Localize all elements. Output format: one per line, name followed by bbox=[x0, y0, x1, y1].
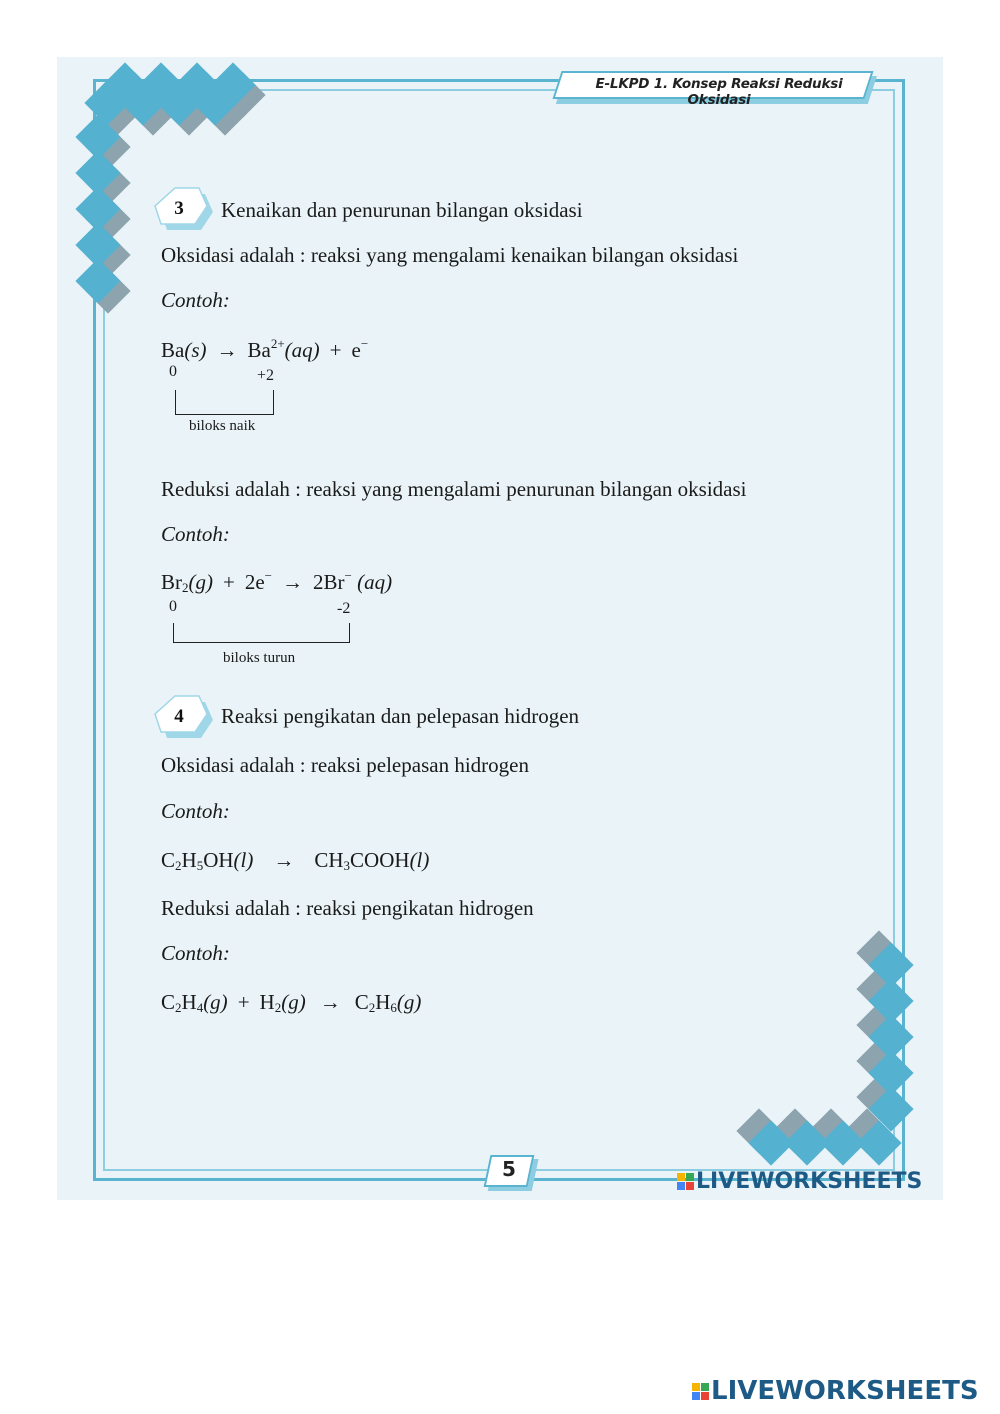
oxidation-bracket bbox=[175, 390, 274, 415]
oxidation-number-end: -2 bbox=[337, 600, 351, 617]
header-title: E-LKPD 1. Konsep Reaksi Reduksi Oksidasi bbox=[595, 76, 843, 108]
page-number: 5 bbox=[502, 1157, 516, 1181]
reaction-barium: $Ba(s) \to Ba^{2+}(aq) + e^-$ bbox=[161, 336, 369, 362]
watermark-text: LIVEWORKSHEETS bbox=[696, 1169, 923, 1194]
section-3-badge bbox=[157, 188, 201, 230]
oxidation-number-start: 0 bbox=[169, 363, 177, 380]
watermark-text: LIVEWORKSHEETS bbox=[711, 1376, 979, 1406]
reaction-bromine: $Br_2(g) + 2e^- \to 2Br^-$ (aq) bbox=[161, 568, 393, 595]
section-4-badge bbox=[157, 696, 201, 738]
logo-blocks-icon bbox=[677, 1173, 694, 1190]
example-label: Contoh: bbox=[161, 288, 230, 312]
liveworksheets-logo-inner bbox=[677, 1169, 922, 1194]
bracket-label: biloks turun bbox=[223, 650, 296, 666]
section-4-number: 4 bbox=[174, 706, 184, 727]
worksheet-page bbox=[57, 57, 943, 1200]
reduction-bracket bbox=[173, 623, 350, 643]
section-4-title: Reaksi pengikatan dan pelepasan hidrogen bbox=[221, 704, 580, 728]
example-label: Contoh: bbox=[161, 799, 230, 823]
reaction-ethanol: $C_2H_5OH(l)$ → $CH_3COOH(l)$ bbox=[161, 848, 430, 873]
example-label: Contoh: bbox=[161, 522, 230, 546]
bracket-label: biloks naik bbox=[189, 418, 256, 434]
oxidation-number-end: +2 bbox=[257, 367, 275, 384]
oxidation-definition-2: Oksidasi adalah : reaksi pelepasan hidrogen bbox=[161, 753, 529, 777]
oxidation-number-start: 0 bbox=[169, 598, 177, 615]
section-3-title: Kenaikan dan penurunan bilangan oksidasi bbox=[221, 198, 583, 222]
example-label: Contoh: bbox=[161, 941, 230, 965]
reduction-definition-2: Reduksi adalah : reaksi pengikatan hidrogen bbox=[161, 896, 534, 920]
section-3-number: 3 bbox=[174, 198, 184, 219]
oxidation-definition-1: Oksidasi adalah : reaksi yang mengalami kenaikan bilangan oksidasi bbox=[161, 243, 739, 267]
reduction-definition-1: Reduksi adalah : reaksi yang mengalami penurunan bilangan oksidasi bbox=[161, 477, 747, 501]
liveworksheets-logo bbox=[692, 1376, 979, 1406]
reaction-ethene: $C_2H_4(g) + H_2(g) \to C_2H_6(g)$ bbox=[161, 990, 422, 1015]
logo-blocks-icon bbox=[692, 1383, 709, 1400]
